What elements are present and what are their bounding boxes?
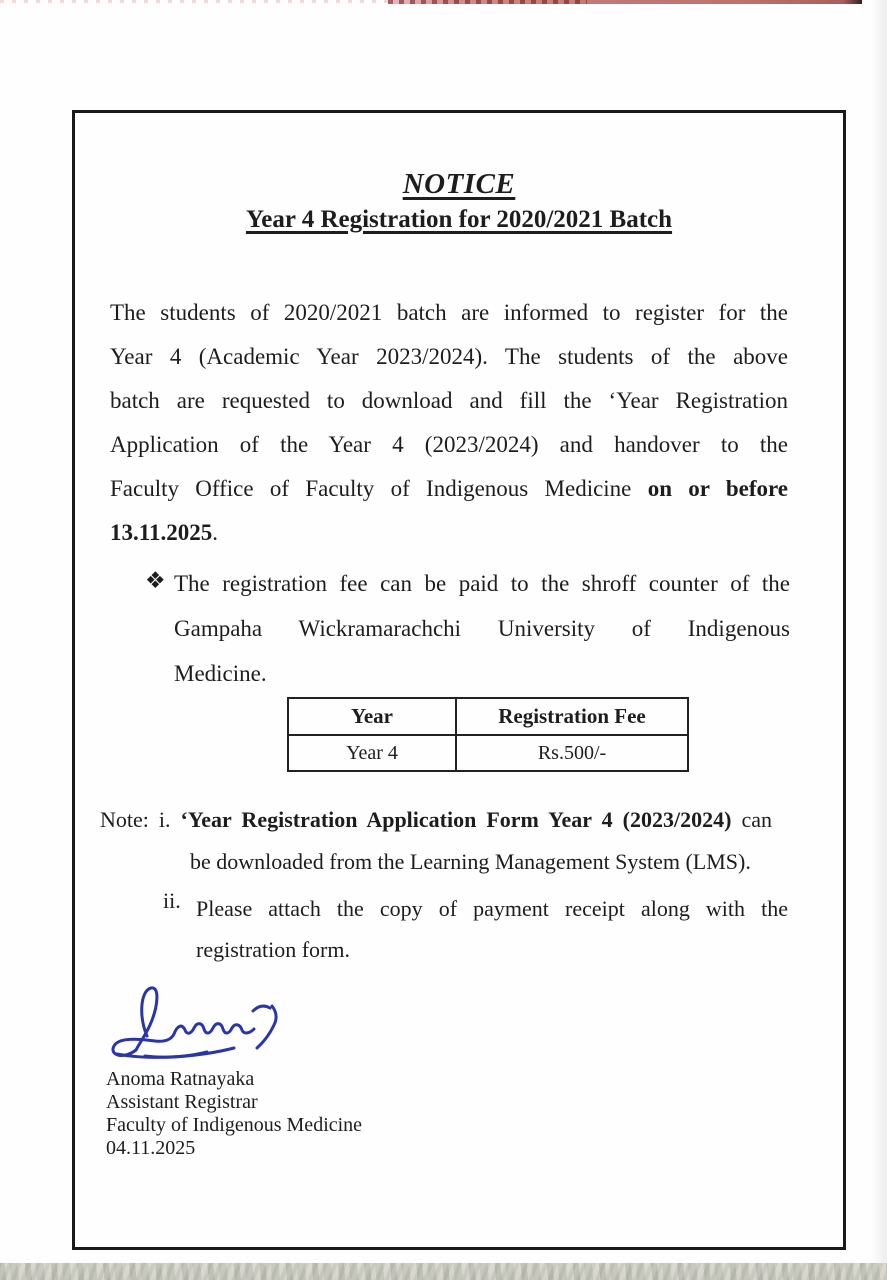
table-row xyxy=(288,735,688,771)
fee-table-cell-year: Year 4 xyxy=(288,735,456,771)
notice-title: NOTICE xyxy=(402,168,516,200)
fee-table-cell-fee: Rs.500/- xyxy=(456,735,688,771)
signer-title: Assistant Registrar xyxy=(106,1091,258,1113)
signer-name: Anoma Ratnayaka xyxy=(106,1068,255,1090)
photo-top-edge-speckles xyxy=(0,0,390,3)
fee-table xyxy=(287,697,689,772)
note-ii-marker: ii. xyxy=(163,888,181,913)
note-item-i: Note: i. ‘Year Registration Application Form Year 4 (2023/2024) can be downloaded from the Learning Management System (LMS). xyxy=(100,807,772,874)
signer-date: 04.11.2025 xyxy=(106,1137,196,1159)
photo-background-texture xyxy=(0,1263,887,1280)
diamond-bullet-icon: ❖ xyxy=(145,568,166,594)
signature-scribble xyxy=(103,984,303,1064)
fee-payment-bullet-text: The registration fee can be paid to the shroff counter of the Gampaha Wickramarachchi University of Indigenous Medicine. xyxy=(174,571,790,686)
photo-right-shadow xyxy=(871,0,887,1280)
signer-faculty: Faculty of Indigenous Medicine xyxy=(106,1114,363,1136)
fee-table-header-row xyxy=(288,698,688,735)
note-item-ii: Please attach the copy of payment receipt along with the registration form. xyxy=(196,896,788,962)
fee-table-header-fee: Registration Fee xyxy=(456,698,688,735)
fee-table-header-year: Year xyxy=(288,698,456,735)
notice-subtitle: Year 4 Registration for 2020/2021 Batch xyxy=(245,206,673,233)
notice-body-paragraph: The students of 2020/2021 batch are informed to register for the Year 4 (Academic Year 2023/2024). The students of the above batch are requested to download and fill the ‘Year Registration Application of the Year 4 (2023/2024) and handover to the Faculty Office of Faculty of Indigenous Medicine on or before 13.11.2025. xyxy=(110,300,789,545)
signer-block xyxy=(106,1068,362,1160)
photo-top-edge-strip xyxy=(388,0,862,4)
